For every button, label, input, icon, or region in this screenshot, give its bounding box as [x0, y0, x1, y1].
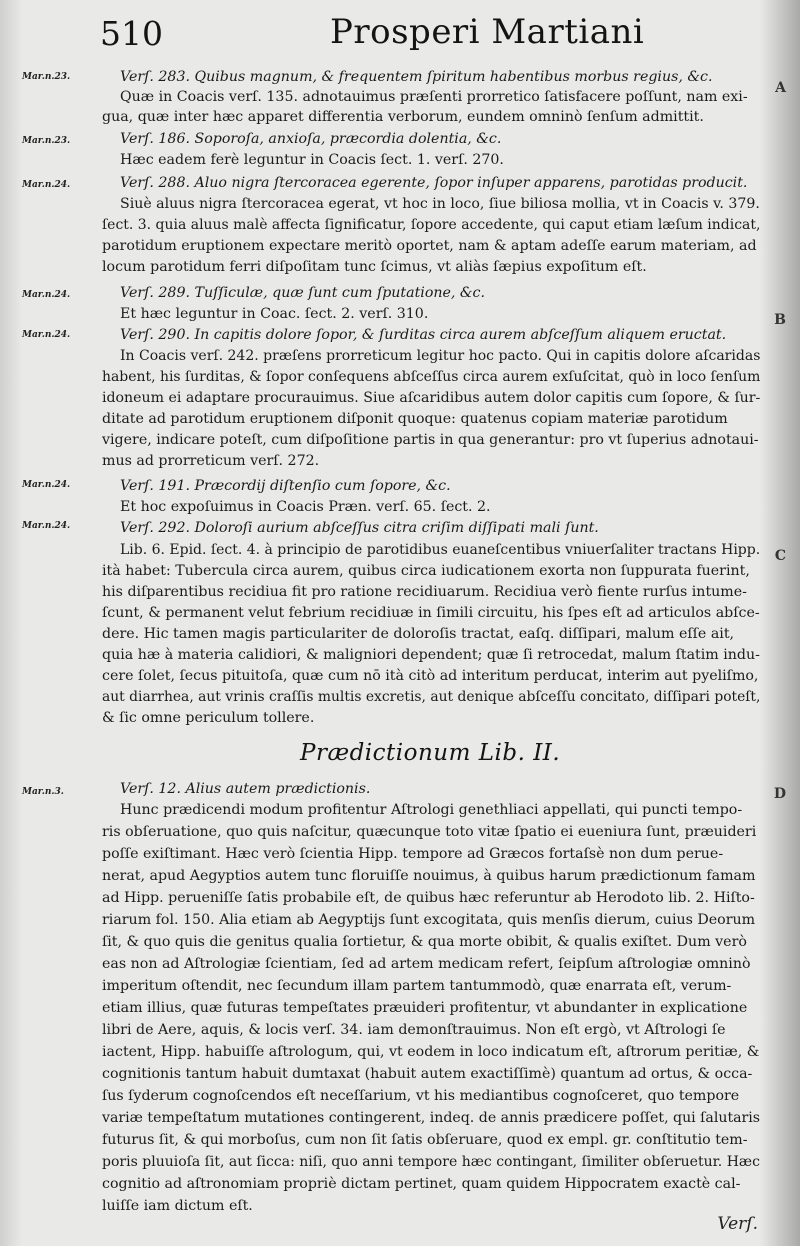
text-line: Hæc eadem ferè leguntur in Coacis ſect. 1. verſ. 270. [120, 152, 504, 168]
text-line: Verſ. 288. Aluo nigra ſtercoracea egerente, ſopor inſuper apparens, parotidas producit. [120, 175, 748, 191]
margin-note: Mar.n.23. [22, 136, 71, 146]
text-line: ſit, & quo quis die genitus qualia ſortietur, & qua morte obibit, & qualis exiſtet. Dum verò [102, 934, 747, 950]
catchword: Verſ. [717, 1214, 758, 1234]
margin-note: Mar.n.24. [22, 180, 71, 190]
text-line: gua, quæ inter hæc apparet differentia verborum, eundem omninò ſenſum admittit. [102, 109, 704, 125]
section-letter: B [774, 312, 786, 328]
text-line: Verſ. 289. Tuſſiculæ, quæ ſunt cum ſputatione, &c. [120, 285, 486, 301]
text-line: libri de Aere, aquis, & locis verſ. 34. iam demonſtrauimus. Non eſt ergò, vt Aſtrologi ſe [102, 1022, 726, 1038]
text-line: etiam illius, quæ futuras tempeſtates præuideri profitentur, vt abundanter in explicatione [102, 1000, 748, 1016]
text-line: Verſ. 290. In capitis dolore ſopor, & ſurditas circa aurem abſceſſum aliquem eructat. [120, 327, 727, 343]
text-line: ſect. 3. quia aluus malè affecta ſignificatur, ſopore accedente, qui caput etiam læſum indicat, [102, 217, 761, 233]
section-letter: A [775, 80, 786, 96]
margin-note: Mar.n.24. [22, 290, 71, 300]
text-line: aut diarrhea, aut vrinis craſſis multis excretis, aut denique abſceſſu concitato, diſſipari poteſt, [102, 689, 761, 705]
text-line: mus ad prorreticum verſ. 272. [102, 453, 320, 469]
text-line: Verſ. 283. Quibus magnum, & frequentem ſpiritum habentibus morbus regius, &c. [120, 69, 713, 85]
page-edge-shadow-left [0, 0, 22, 1246]
section-letter: C [774, 548, 786, 564]
text-line: In Coacis verſ. 242. præſens prorreticum legitur hoc pacto. Qui in capitis dolore aſcaridas [120, 348, 761, 364]
text-line: his diſparentibus recidiua fit pro ratione recidiuarum. Recidiua verò fiente rurſus intume- [102, 584, 747, 600]
text-line: locum parotidum ferri diſpoſitam tunc ſcimus, vt aliàs ſæpius expoſitum eſt. [102, 259, 647, 275]
text-line: iactent, Hipp. habuiſſe aſtrologum, qui, vt eodem in loco indicatum eſt, aſtrorum peritiæ, & [102, 1044, 760, 1060]
text-line: futurus ſit, & qui morboſus, cum non ſit ſatis obſeruare, quod ex empl. gr. conſtitutio tem- [102, 1132, 748, 1148]
text-line: ità habet: Tubercula circa aurem, quibus circa iudicationem exorta non ſuppurata fuerint, [102, 563, 750, 579]
text-line: Lib. 6. Epid. ſect. 4. à principio de parotidibus euaneſcentibus vniuerſaliter tractans Hipp. [120, 542, 761, 558]
margin-note: Mar.n.23. [22, 72, 71, 82]
section-letter: D [773, 786, 786, 802]
margin-note: Mar.n.24. [22, 330, 71, 340]
text-line: luiſſe iam dictum eſt. [102, 1198, 253, 1214]
text-line: & ſic omne periculum tollere. [102, 710, 315, 726]
text-line: ſus ſyderum cognoſcendos eſt neceſſarium, vt his mediantibus cognoſceret, quo tempore [102, 1088, 740, 1104]
text-line: eas non ad Aſtrologiæ ſcientiam, ſed ad artem medicam refert, ſeipſum aſtrologiæ omninò [102, 956, 751, 972]
text-line: Verſ. 12. Alius autem prædictionis. [120, 781, 371, 797]
text-line: poris pluuioſa ſit, aut ſicca: niſi, quo anni tempore hæc contingant, ſimiliter obſeruetur. Hæc [102, 1154, 760, 1170]
text-line: Quæ in Coacis verſ. 135. adnotauimus præſenti prorretico ſatisfacere poſſunt, nam exi- [120, 89, 748, 105]
text-line: Verſ. 186. Soporoſa, anxioſa, præcordia dolentia, &c. [120, 131, 502, 147]
text-line: Et hæc leguntur in Coac. ſect. 2. verſ. 310. [120, 306, 429, 322]
text-line: parotidum eruptionem expectare meritò oportet, nam & aptam adeſſe earum materiam, ad [102, 238, 757, 254]
text-line: Hunc prædicendi modum profitentur Aſtrologi genethliaci appellati, qui puncti tempo- [120, 802, 743, 818]
running-title: Prosperi Martiani [330, 12, 645, 52]
margin-note: Mar.n.3. [22, 787, 64, 797]
text-line: imperitum oſtendit, nec ſecundum illam partem tantummodò, quæ enarrata eſt, verum- [102, 978, 732, 994]
text-line: Verſ. 191. Præcordij diſtenſio cum ſopore, &c. [120, 478, 451, 494]
text-line: Siuè aluus nigra ſtercoracea egerat, vt hoc in loco, ſiue biliosa mollia, vt in Coacis v. 379. [120, 196, 760, 212]
margin-note: Mar.n.24. [22, 521, 71, 531]
text-line: cere ſolet, ſecus pituitoſa, quæ cum nō ità citò ad interitum perducat, interim aut pyeliſmo, [102, 668, 759, 684]
text-line: poſſe exiſtimant. Hæc verò ſcientia Hipp. tempore ad Græcos fortaſsè non dum perue- [102, 846, 724, 862]
text-line: Et hoc expoſuimus in Coacis Præn. verſ. 65. ſect. 2. [120, 499, 491, 515]
text-line: idoneum ei adaptare procurauimus. Siue aſcaridibus autem dolor capitis cum ſopore, & ſur- [102, 390, 761, 406]
text-line: nerat, apud Aegyptios autem tunc floruiſſe nouimus, à quibus harum prædictionum famam [102, 868, 756, 884]
text-line: ſcunt, & permanent velut febrium recidiuæ in ſimili circuitu, his ſpes eſt ad articulos abſce- [102, 605, 760, 621]
text-line: ditate ad parotidum eruptionem diſponit quoque: quatenus copiam materiæ parotidum [102, 411, 728, 427]
text-line: dere. Hic tamen magis particulariter de doloroſis tractat, eaſq. diſſipari, malum eſſe ait, [102, 626, 735, 642]
text-line: quia hæ à materia calidiori, & maligniori dependent; quæ ſi retrocedat, malum ſtatim indu- [102, 647, 760, 663]
text-line: habent, his ſurditas, & ſopor conſequens abſceſſus circa aurem exſuſcitat, quò in loco ſenſum [102, 369, 761, 385]
text-line: ris obſeruatione, quo quis naſcitur, quæcunque toto vitæ ſpatio ei eueniura ſunt, præuideri [102, 824, 757, 840]
page-number: 510 [100, 14, 163, 53]
section-heading: Prædictionum Lib. II. [300, 740, 561, 766]
text-line: vigere, indicare poteſt, cum diſpoſitione partis in qua generantur: pro vt ſuperius adnotaui- [102, 432, 759, 448]
text-line: Verſ. 292. Doloroſi aurium abſceſſus citra criſim diſſipati mali ſunt. [120, 520, 599, 536]
page-edge-shadow-right [760, 0, 800, 1246]
text-line: cognitionis tantum habuit dumtaxat (habuit autem exactiſſimè) quantum ad ortus, & occa- [102, 1066, 753, 1082]
text-line: ad Hipp. perueniſſe ſatis probabile eſt, de quibus hæc referuntur ab Herodoto lib. 2. Hiſto- [102, 890, 755, 906]
text-line: cognitio ad aſtronomiam propriè dictam pertinet, quam quidem Hippocratem exactè cal- [102, 1176, 741, 1192]
margin-note: Mar.n.24. [22, 480, 71, 490]
text-line: variæ tempeſtatum mutationes contingerent, indeq. de annis prædicere poſſet, qui ſalutaris [102, 1110, 761, 1126]
text-line: riarum fol. 150. Alia etiam ab Aegyptijs ſunt excogitata, quis menſis dierum, cuius Deorum [102, 912, 756, 928]
